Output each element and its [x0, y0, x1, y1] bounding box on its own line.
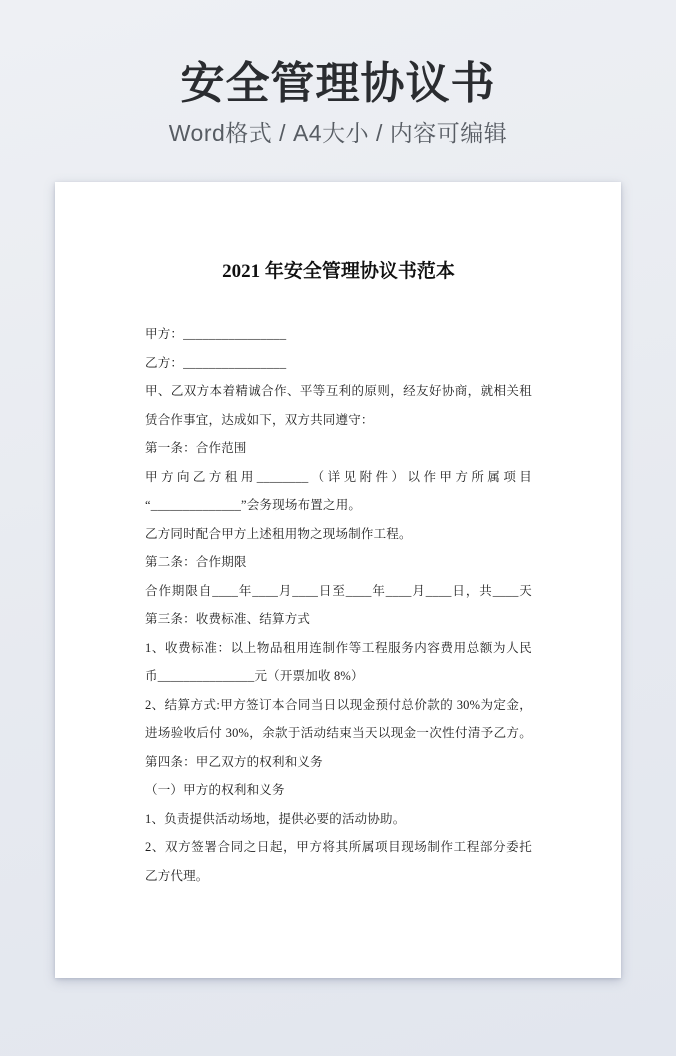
doc-line-clause-1-body2: “______________”会务现场布置之用。 — [145, 498, 362, 512]
doc-line-party-b: 乙方：________________ — [145, 355, 287, 370]
doc-line-clause-2-body: 合作期限自____年____月____日至____年____月____日，共____天 — [145, 583, 532, 598]
doc-line-clause-4-item2b: 乙方代理。 — [145, 868, 209, 883]
doc-line-party-a: 甲方：________________ — [145, 327, 287, 341]
doc-line-clause-4-item1: 1、负责提供活动场地，提供必要的活动协助。 — [145, 811, 406, 826]
doc-line-clause-3-item1: 1、收费标准：以上物品租用连制作等工程服务内容费用总额为人民 — [145, 640, 532, 655]
doc-line-clause-3-title: 第三条：收费标准、结算方式 — [145, 612, 311, 626]
doc-line-preamble-2: 赁合作事宜，达成如下，双方共同遵守： — [145, 412, 374, 427]
doc-line-clause-4-title: 第四条：甲乙双方的权利和义务 — [145, 754, 323, 769]
doc-line-clause-4-sub: （一）甲方的权利和义务 — [145, 783, 285, 797]
doc-line-preamble-1: 甲、乙双方本着精诚合作、平等互利的原则，经友好协商，就相关租 — [145, 384, 532, 398]
header — [0, 0, 676, 148]
doc-line-clause-4-item2: 2、双方签署合同之日起，甲方将其所属项目现场制作工程部分委托 — [145, 840, 532, 854]
doc-line-clause-3-item2b: 进场验收后付 30%，余款于活动结束当天以现金一次性付清予乙方。 — [145, 726, 532, 740]
document-body — [145, 320, 532, 890]
doc-line-clause-1-body: 甲方向乙方租用________（详见附件）以作甲方所属项目 — [145, 469, 532, 484]
doc-line-clause-1-body3: 乙方同时配合甲方上述租用物之现场制作工程。 — [145, 526, 412, 541]
page-title: 安全管理协议书 — [180, 59, 496, 108]
doc-line-clause-3-item2: 2、结算方式:甲方签订本合同当日以现金预付总价款的 30%为定金， — [145, 697, 532, 712]
document-page — [55, 182, 621, 978]
doc-line-clause-1-title: 第一条：合作范围 — [145, 441, 247, 455]
page-subtitle: Word格式 / A4大小 / 内容可编辑 — [168, 120, 508, 146]
doc-line-clause-2-title: 第二条：合作期限 — [145, 555, 247, 569]
doc-line-clause-3-item1b: 币_______________元（开票加收 8%） — [145, 669, 364, 683]
document-title: 2021 年安全管理协议书范本 — [222, 261, 455, 282]
